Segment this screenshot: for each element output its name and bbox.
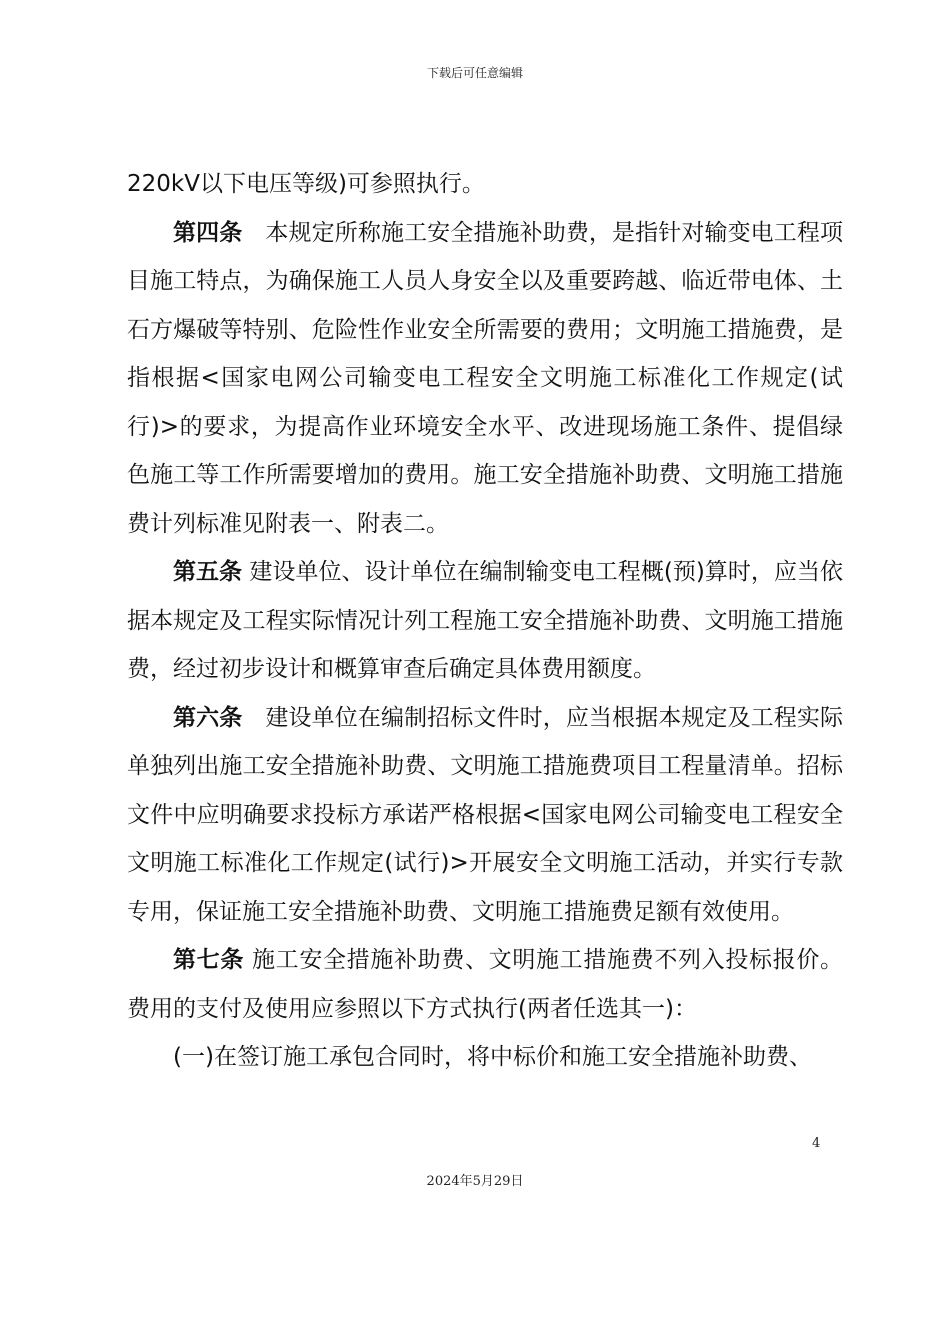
article-heading: 第六条 (173, 704, 243, 731)
article-text: 建设单位在编制招标文件时，应当根据本规定及工程实际单独列出施工安全措施补助费、文明施工措施费项目工程量清单。招标文件中应明确要求投标方承诺严格根据<国家电网公司输变电工程安全文明施工标准化工作规定(试行)>开展安全文明施工活动，并实行专款专用，保证施工安全措施补助费、文明施工措施费足额有效使用。 (127, 704, 844, 925)
page-number: 4 (812, 1136, 821, 1151)
article-4 (127, 209, 843, 549)
page-footer-date: 2024年5月29日 (426, 1174, 524, 1189)
article-5 (127, 548, 843, 694)
page-header: 下载后可任意编辑 (426, 66, 523, 80)
article-6 (127, 694, 843, 937)
article-text: 本规定所称施工安全措施补助费，是指针对输变电工程项目施工特点，为确保施工人员人身安全以及重要跨越、临近带电体、土石方爆破等特别、危险性作业安全所需要的费用；文明施工措施费，是指根据<国家电网公司输变电工程安全文明施工标准化工作规定(试行)>的要求，为提高作业环境安全水平、改进现场施工条件、提倡绿色施工等工作所需要增加的费用。施工安全措施补助费、文明施工措施费计列标准见附表一、附表二。 (127, 219, 844, 537)
article-text: 施工安全措施补助费、文明施工措施费不列入投标报价。费用的支付及使用应参照以下方式执行(两者任选其一)： (127, 947, 844, 1022)
article-heading: 第五条 (173, 559, 243, 585)
article-text: 建设单位、设计单位在编制输变电工程概(预)算时，应当依据本规定及工程实际情况计列工程施工安全措施补助费、文明施工措施费，经过初步设计和概算审查后确定具体费用额度。 (127, 559, 843, 682)
article-7 (127, 936, 843, 1033)
article-heading: 第七条 (173, 947, 245, 973)
document-body (127, 160, 843, 1082)
clause-text: (一)在签订施工承包合同时，将中标价和施工安全措施补助费、 (173, 1044, 812, 1070)
paragraph-text: 220kV以下电压等级)可参照执行。 (127, 171, 485, 197)
article-heading: 第四条 (173, 219, 243, 246)
paragraph-continuation (127, 160, 843, 209)
clause-1 (127, 1033, 843, 1082)
